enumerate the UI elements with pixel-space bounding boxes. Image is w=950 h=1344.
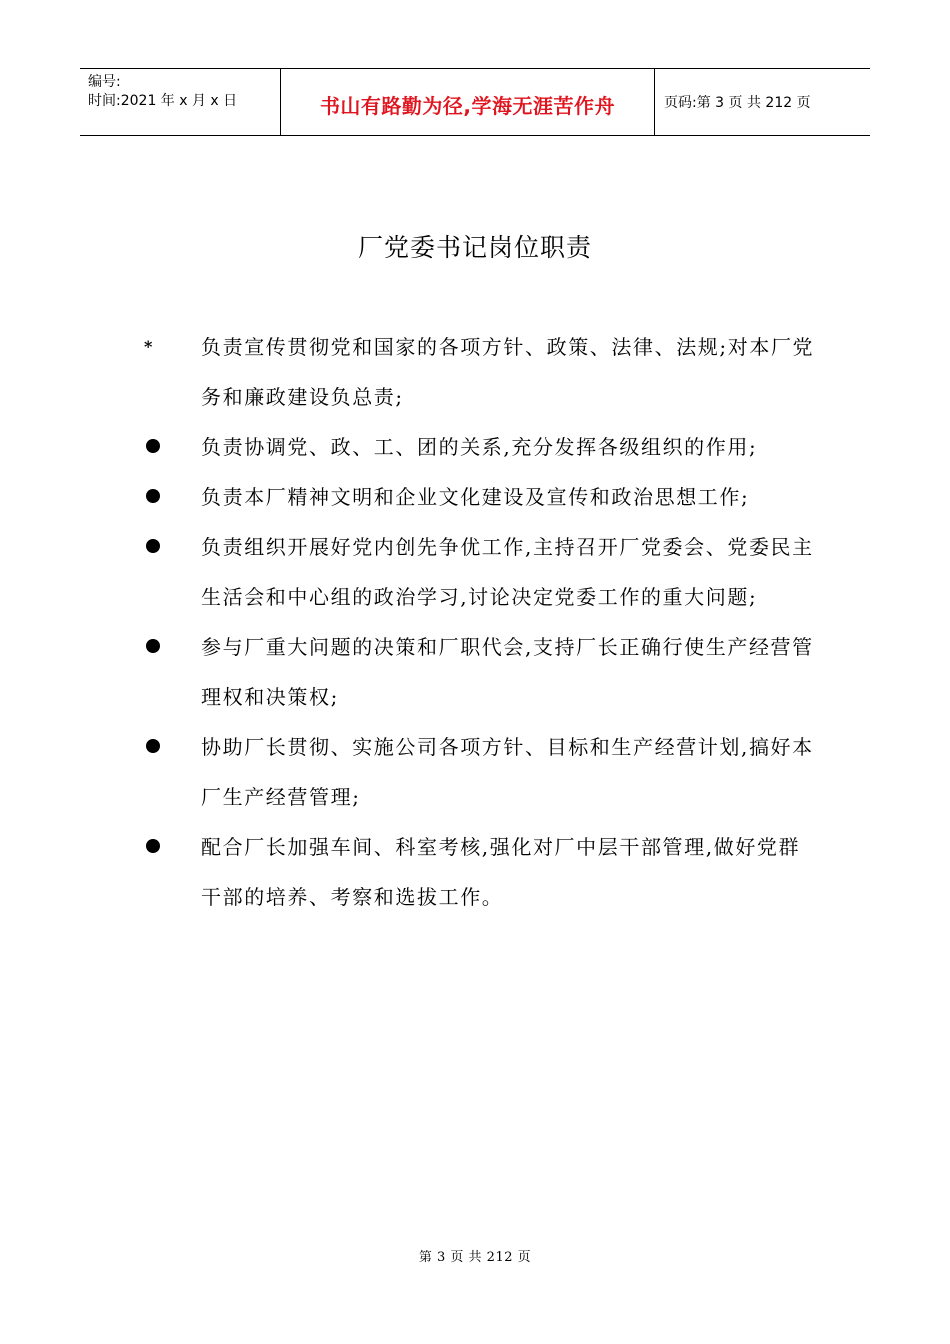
header-info-cell xyxy=(80,69,281,135)
duty-item xyxy=(140,522,820,622)
header-motto-cell xyxy=(281,69,655,135)
duty-text: 负责宣传贯彻党和国家的各项方针、政策、法律、法规;对本厂党务和廉政建设负总责; xyxy=(201,335,815,409)
duty-item xyxy=(140,472,820,522)
bullet-dot-icon xyxy=(146,539,160,553)
page-code: 页码:第 3 页 共 212 页 xyxy=(664,95,811,111)
bullet-dot-icon xyxy=(146,439,160,453)
duty-item xyxy=(140,822,820,922)
duty-text: 负责本厂精神文明和企业文化建设及宣传和政治思想工作; xyxy=(201,485,750,509)
duty-text: 配合厂长加强车间、科室考核,强化对厂中层干部管理,做好党群干部的培养、考察和选拔工作。 xyxy=(201,835,801,909)
header-page-cell xyxy=(655,69,870,135)
duty-text: 负责组织开展好党内创先争优工作,主持召开厂党委会、党委民主生活会和中心组的政治学习,讨论决定党委工作的重大问题; xyxy=(201,535,814,609)
bullet-dot-icon xyxy=(146,489,160,503)
duty-text: 协助厂长贯彻、实施公司各项方针、目标和生产经营计划,搞好本厂生产经营管理; xyxy=(201,735,814,809)
bullet-dot-icon xyxy=(146,639,160,653)
duty-list xyxy=(140,322,820,922)
bullet-dot-icon xyxy=(146,739,160,753)
header-table xyxy=(80,68,870,136)
number-label: 编号: xyxy=(88,74,121,90)
document-title: 厂党委书记岗位职责 xyxy=(357,233,592,262)
duty-item xyxy=(140,622,820,722)
asterisk-bullet-icon: * xyxy=(144,337,154,356)
duty-item xyxy=(140,722,820,822)
duty-text: 参与厂重大问题的决策和厂职代会,支持厂长正确行使生产经营管理权和决策权; xyxy=(201,635,814,709)
bullet-dot-icon xyxy=(146,839,160,853)
page-footer: 第 3 页 共 212 页 xyxy=(418,1250,532,1265)
duty-item xyxy=(140,422,820,472)
date-line: 时间:2021 年 x 月 x 日 xyxy=(88,93,238,109)
duty-item xyxy=(140,322,820,422)
motto-text: 书山有路勤为径,学海无涯苦作舟 xyxy=(319,93,616,118)
duty-text: 负责协调党、政、工、团的关系,充分发挥各级组织的作用; xyxy=(201,435,758,459)
